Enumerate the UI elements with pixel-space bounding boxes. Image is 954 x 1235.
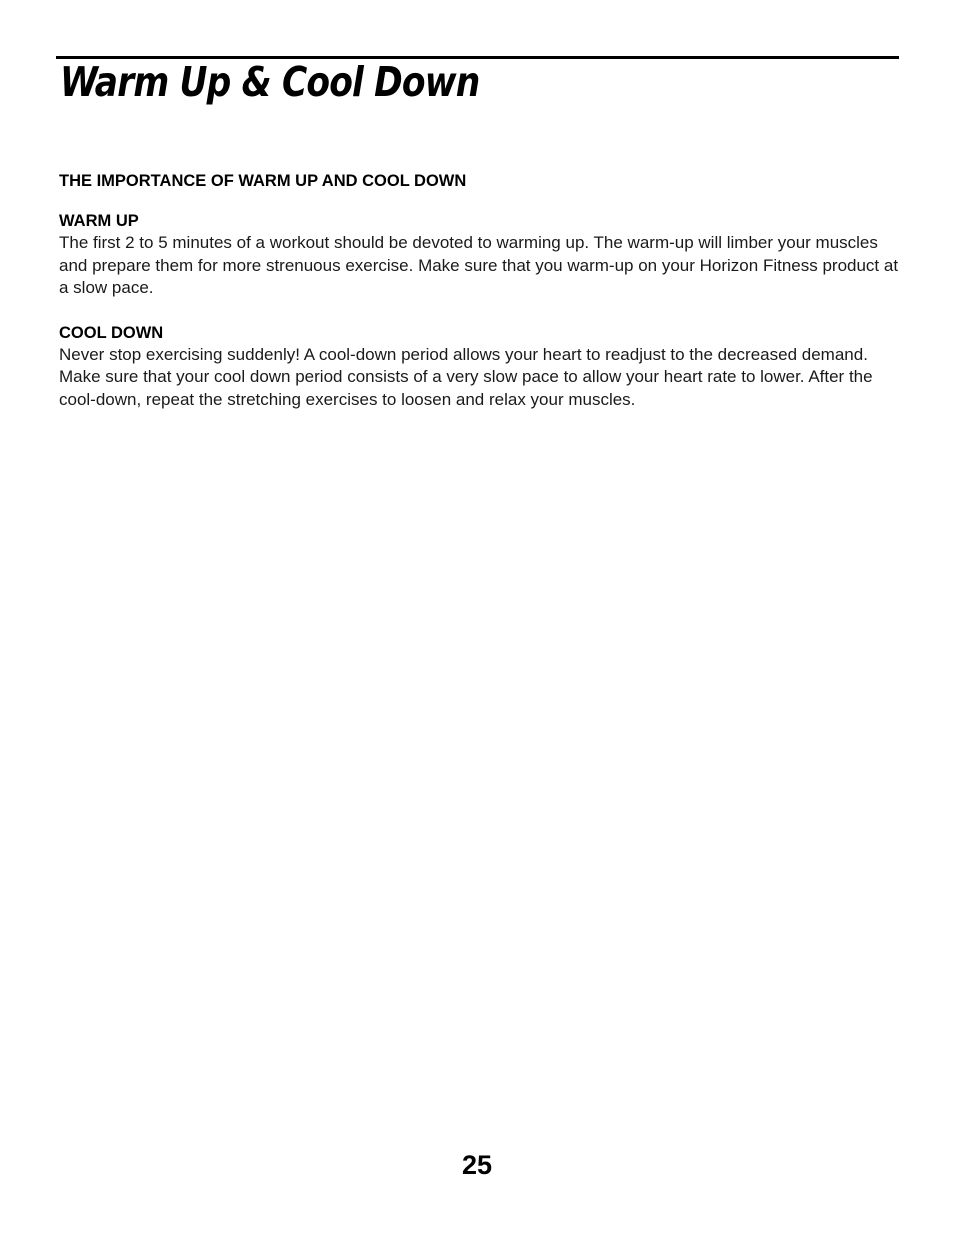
cool-down-paragraph: Never stop exercising suddenly! A cool-down period allows your heart to readjust to the decreased demand. Make sure that your cool down period consists of a very slow pace to allow your heart rate to lower. After the cool-down, repeat the stretching exercises to loosen and relax your muscles. (59, 344, 873, 409)
cool-down-heading: COOL DOWN (59, 323, 164, 342)
page-title: Warm Up & Cool Down (60, 58, 480, 106)
warm-up-section (59, 210, 901, 300)
document-body (59, 170, 901, 433)
page-number: 25 (461, 1150, 493, 1180)
warm-up-heading: WARM UP (59, 212, 139, 230)
warm-up-paragraph: The first 2 to 5 minutes of a workout should be devoted to warming up. The warm-up will limber your muscles and prepare them for more strenuous exercise. Make sure that you warm-up on your Horizon Fitness product at a slow pace. (59, 233, 899, 297)
main-heading: THE IMPORTANCE OF WARM UP AND COOL DOWN (59, 172, 467, 190)
cool-down-section (59, 322, 901, 412)
